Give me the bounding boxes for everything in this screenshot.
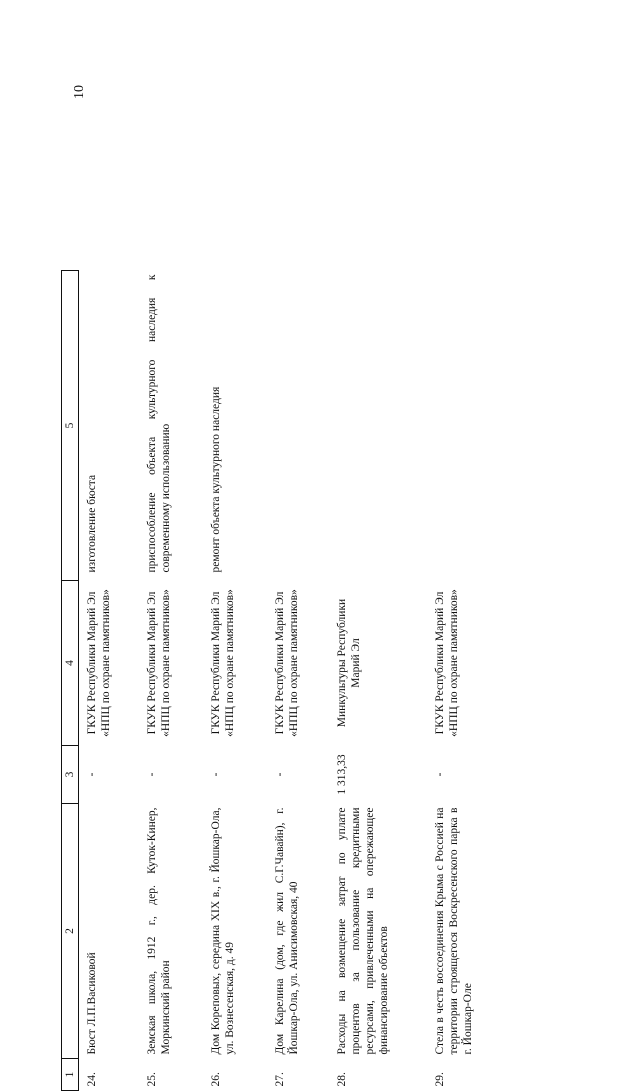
- table-row: [203, 271, 267, 1091]
- header-col-4: 4: [62, 581, 79, 746]
- work-type: [267, 271, 329, 581]
- responsible-org: Минкультуры Республики Марий Эл: [336, 598, 362, 728]
- table-header-row: [62, 271, 79, 1091]
- header-col-5: 5: [62, 271, 79, 581]
- table-row: [79, 271, 140, 1091]
- object-name: Расходы на возмещение затрат по уплате процентов за пользование кредитными ресурсами, привлеченными на опережающее финансирование объектов: [336, 807, 390, 1055]
- row-number: 28.: [336, 1072, 348, 1087]
- row-number: 24.: [86, 1072, 98, 1087]
- work-type: изготовление бюста: [86, 474, 98, 573]
- responsible-org: ГКУК Республики Марий Эл «НПЦ по охране памятников»: [210, 589, 236, 737]
- header-col-1: 1: [62, 1059, 79, 1091]
- row-number: 29.: [434, 1072, 446, 1087]
- heritage-objects-table: [61, 270, 505, 1091]
- amount: -: [146, 772, 158, 777]
- work-type: [329, 271, 427, 581]
- responsible-org: ГКУК Республики Марий Эл «НПЦ по охране памятников»: [86, 589, 112, 737]
- amount: 1 313,33: [336, 754, 348, 795]
- amount: -: [86, 772, 98, 777]
- responsible-org: ГКУК Республики Марий Эл «НПЦ по охране памятников»: [274, 589, 300, 737]
- row-number: 25.: [146, 1072, 158, 1087]
- amount: -: [210, 772, 222, 777]
- table-row: [329, 271, 427, 1091]
- rotated-page-content: [61, 271, 583, 1091]
- table-row: [427, 271, 505, 1091]
- header-col-3: 3: [62, 746, 79, 804]
- amount: -: [434, 772, 446, 777]
- object-name: Дом Карелина (дом, где жил С.Г.Чавайн), г. Йошкар-Ола, ул. Анисимовская, 40: [274, 807, 300, 1055]
- responsible-org: ГКУК Республики Марий Эл «НПЦ по охране памятников»: [146, 589, 172, 737]
- row-number: 27.: [274, 1072, 286, 1087]
- amount: -: [274, 772, 286, 777]
- object-name: Бюст Л.П.Васиковой: [86, 952, 98, 1055]
- table-row: [139, 271, 203, 1091]
- work-type: приспособление объекта культурного наследия к современному использованию: [146, 274, 172, 573]
- object-name: Стела в честь воссоединения Крыма с Россией на территории строящегося Воскресенского парка в г. Йошкар-Оле: [434, 807, 474, 1055]
- table-row: [267, 271, 329, 1091]
- responsible-org: ГКУК Республики Марий Эл «НПЦ по охране памятников»: [434, 589, 460, 737]
- work-type: [427, 271, 505, 581]
- page-number: 10: [72, 85, 87, 99]
- work-type: ремонт объекта культурного наследия: [210, 386, 222, 573]
- header-col-2: 2: [62, 804, 79, 1059]
- object-name: Дом Кореповых, середина XIX в., г. Йошкар-Ола, ул. Вознесенская, д. 49: [210, 807, 236, 1055]
- row-number: 26.: [210, 1072, 222, 1087]
- object-name: Земская школа, 1912 г., дер. Куток-Кинер, Моркинский район: [146, 807, 172, 1055]
